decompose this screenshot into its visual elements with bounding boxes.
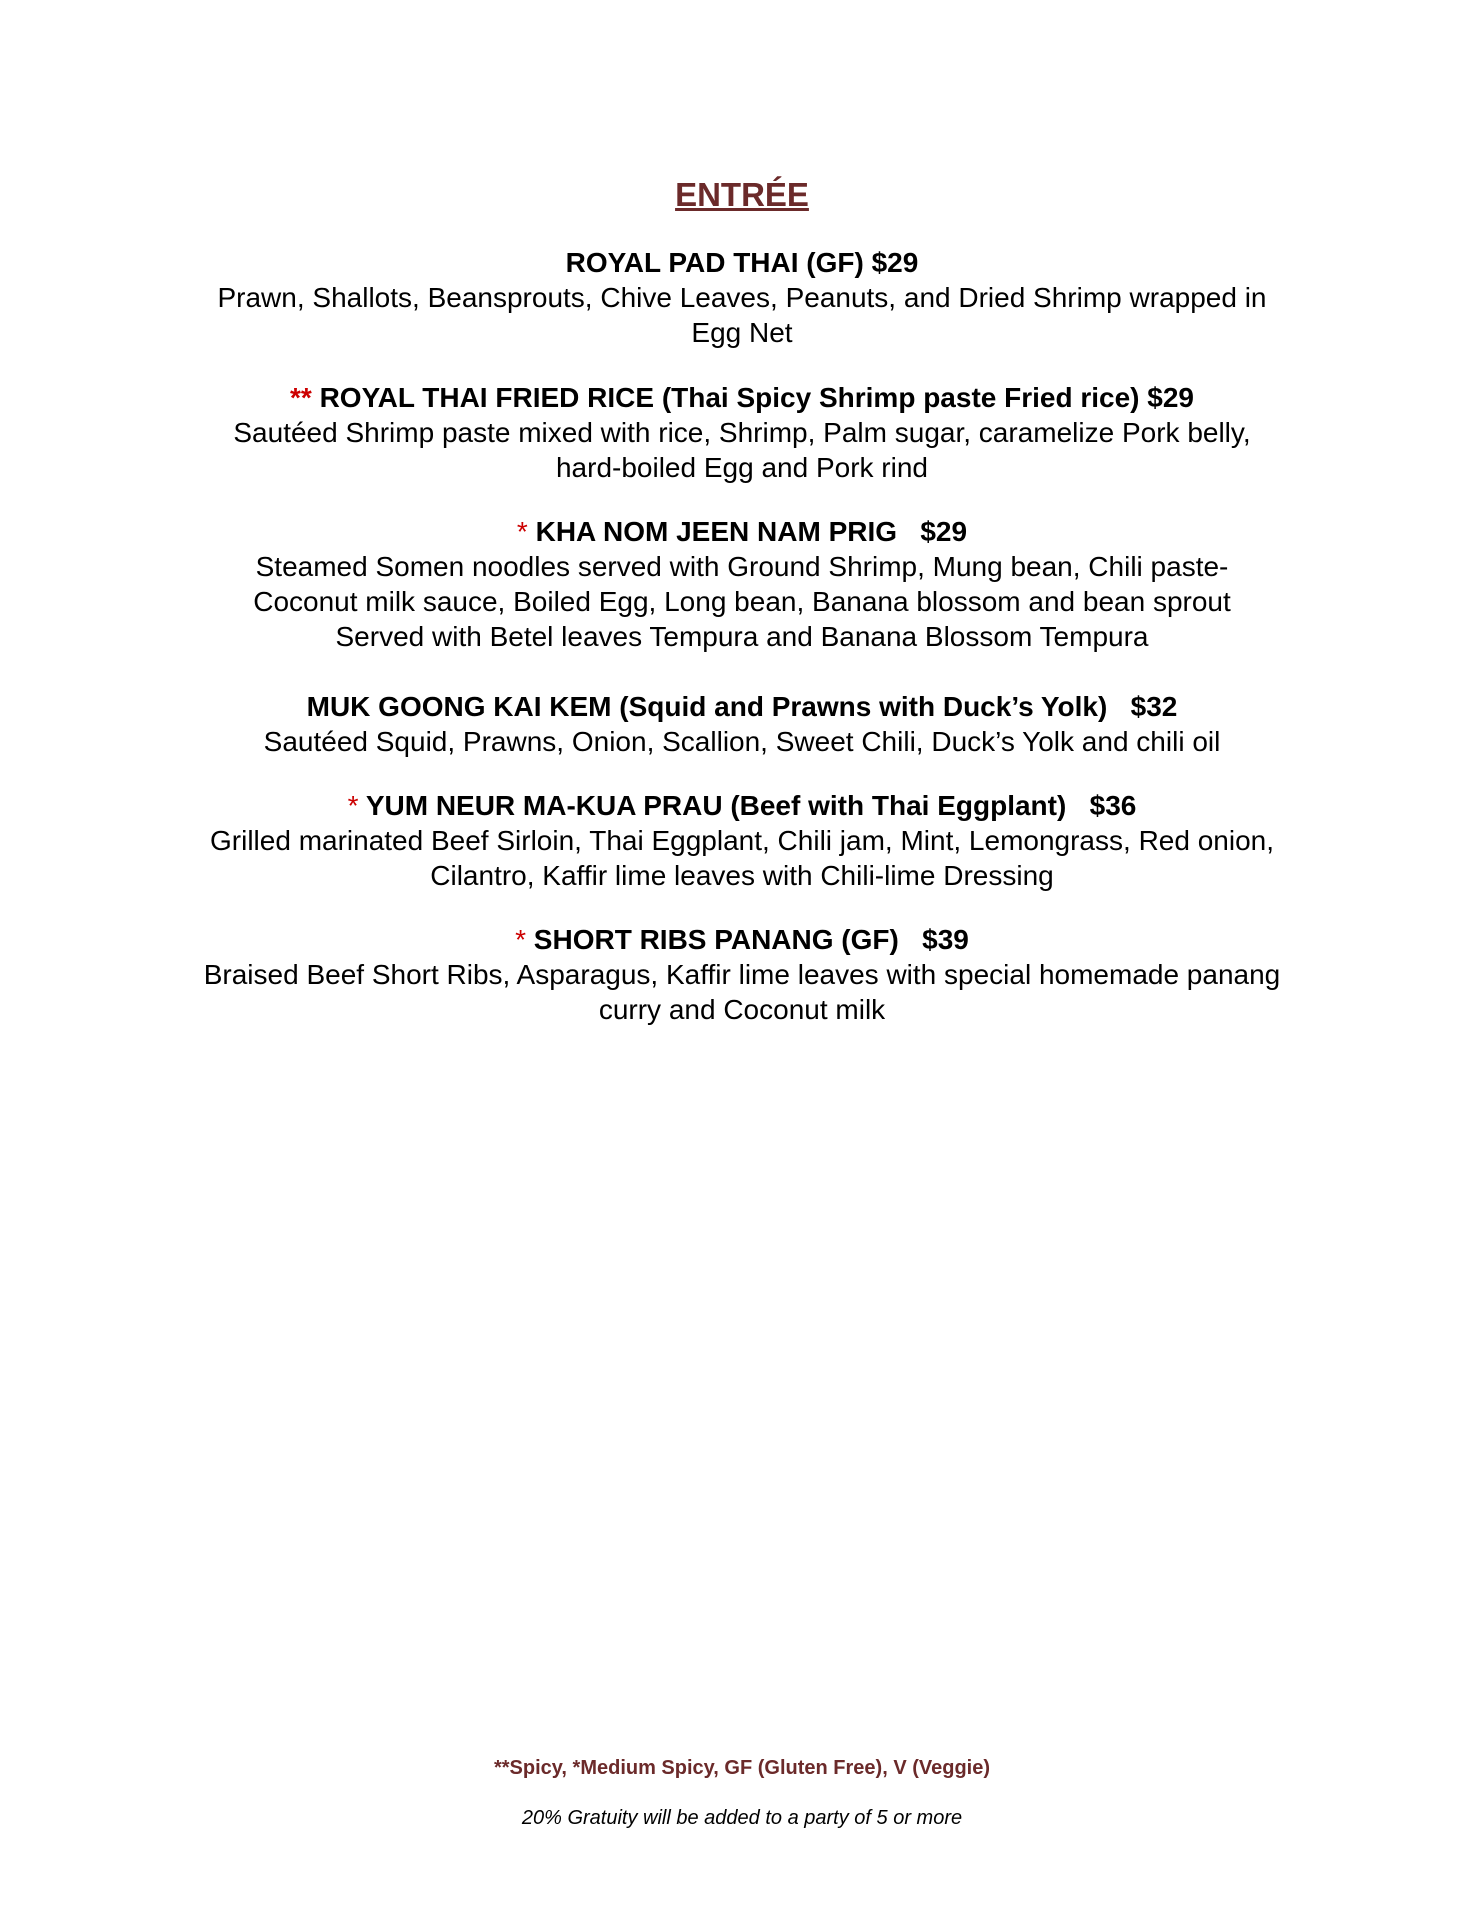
menu-item-short-ribs-panang [160,922,1324,1027]
menu-item-description [160,724,1324,759]
menu-item-description [160,823,1324,893]
menu-item-description [160,957,1324,1027]
description-line: Coconut milk sauce, Boiled Egg, Long bean, Banana blossom and bean sprout [253,586,1231,617]
description-line: Braised Beef Short Ribs, Asparagus, Kaffir lime leaves with special homemade panang [203,959,1281,990]
menu-item-royal-thai-fried-rice [160,380,1324,485]
description-line: Prawn, Shallots, Beansprouts, Chive Leaves, Peanuts, and Dried Shrimp wrapped in [217,282,1267,313]
menu-item-muk-goong-kai-kem [160,689,1324,759]
description-line: Served with Betel leaves Tempura and Banana Blossom Tempura [335,621,1149,652]
menu-item-title: ** ROYAL THAI FRIED RICE (Thai Spicy Shrimp paste Fried rice) $29 [289,382,1195,413]
spice-marker: * [347,790,359,821]
spice-marker: * [515,924,527,955]
menu-item-description [160,280,1324,350]
menu-item-title: * YUM NEUR MA-KUA PRAU (Beef with Thai Eggplant) $36 [347,790,1137,821]
section-title: ENTRÉE [675,176,809,213]
menu-item-title: MUK GOONG KAI KEM (Squid and Prawns with Duck’s Yolk) $32 [306,691,1178,722]
menu-item-title: * KHA NOM JEEN NAM PRIG $29 [516,516,968,547]
menu-item-description [160,549,1324,654]
spice-marker: ** [289,382,312,413]
menu-item-description [160,415,1324,485]
description-line: Egg Net [691,317,793,348]
menu-item-kha-nom-jeen-nam-prig [160,514,1324,654]
description-line: Grilled marinated Beef Sirloin, Thai Eggplant, Chili jam, Mint, Lemongrass, Red onion, [210,825,1274,856]
menu-item-yum-neur-ma-kua-prau [160,788,1324,893]
description-line: Sautéed Shrimp paste mixed with rice, Shrimp, Palm sugar, caramelize Pork belly, [233,417,1251,448]
gratuity-note: 20% Gratuity will be added to a party of 5 or more [521,1807,963,1829]
description-line: Cilantro, Kaffir lime leaves with Chili-lime Dressing [430,860,1054,891]
description-line: curry and Coconut milk [598,994,886,1025]
description-line: Sautéed Squid, Prawns, Onion, Scallion, Sweet Chili, Duck’s Yolk and chili oil [263,726,1221,757]
spice-legend: **Spicy, *Medium Spicy, GF (Gluten Free), V (Veggie) [493,1757,991,1779]
spice-marker: * [516,516,528,547]
description-line: Steamed Somen noodles served with Ground Shrimp, Mung bean, Chili paste- [255,551,1229,582]
menu-item-royal-pad-thai [160,245,1324,350]
menu-item-title: ROYAL PAD THAI (GF) $29 [565,247,919,278]
description-line: hard-boiled Egg and Pork rind [555,452,928,483]
menu-item-title: * SHORT RIBS PANANG (GF) $39 [515,924,969,955]
